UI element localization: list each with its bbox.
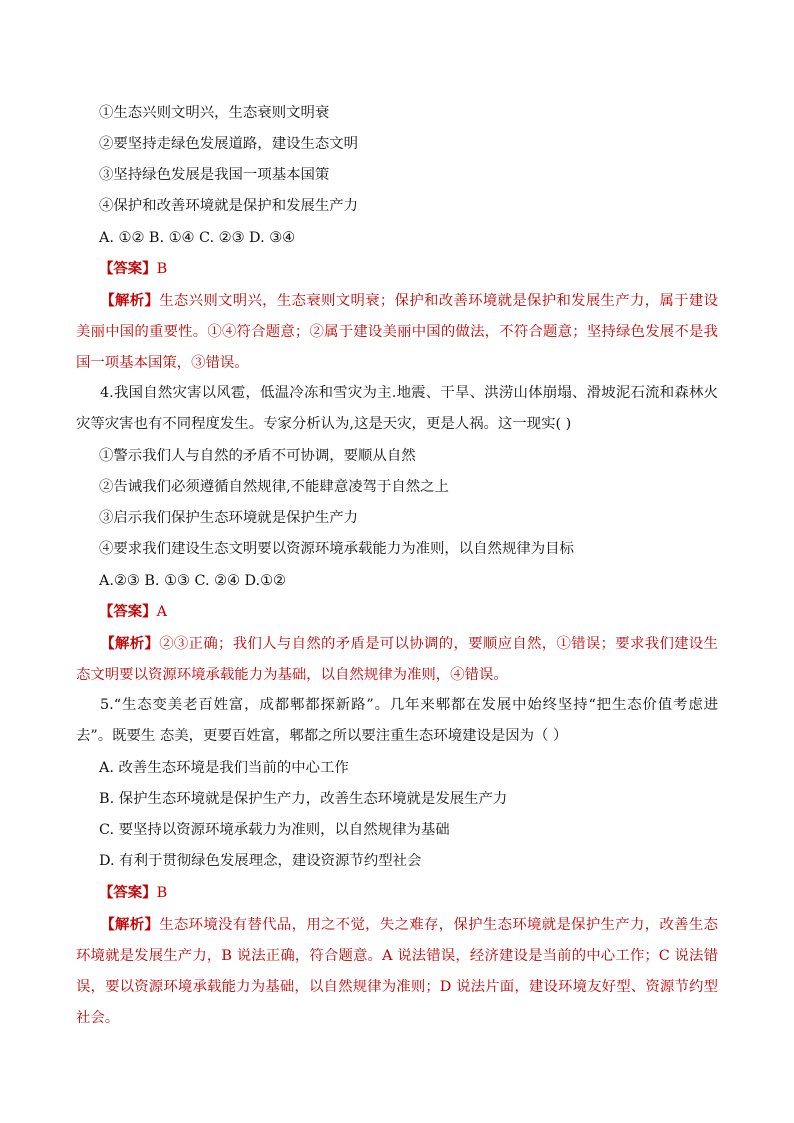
q5-option-a: A. 改善生态环境是我们当前的中心工作 [99, 760, 349, 776]
analysis-tag: 【解析】 [100, 916, 160, 933]
q4-analysis [76, 628, 718, 691]
q4-option-2: ②告诫我们必须遵循自然规律,不能肆意凌驾于自然之上 [99, 479, 449, 495]
q5-stem-text: 5.“生态变美老百姓富，成都郫都探新路”。几年来郫都在发展中始终坚持“把生态价值考虑进去”。既要生 态美，更要百姓富，郫都之所以要注重生态环境建设是因为（ ） [76, 697, 718, 744]
answer-tag: 【答案】 [99, 884, 157, 901]
analysis-text: 生态环境没有替代品，用之不觉，失之难存，保护生态环境就是保护生产力，改善生态环境就是发展生产力，B 说法正确，符合题意。A 说法错误，经济建设是当前的中心工作；C 说法错误，要以资源环境承载能力为基础，以自然规律为准则；D 说法片面，建设环境友好型、资源节约型社会。 [76, 917, 718, 1026]
q5-option-b: B. 保护生态环境就是保护生产力，改善生态环境就是发展生产力 [99, 791, 508, 807]
analysis-text: ②③正确；我们人与自然的矛盾是可以协调的，要顺应自然，①错误；要求我们建设生态文明要以资源环境承载能力为基础，以自然规律为准则，④错误。 [76, 636, 718, 683]
q4-stem-text: 4.我国自然灾害以风雹，低温冷冻和雪灾为主.地震、干旱、洪涝山体崩塌、滑坡泥石流和森林火灾等灾害也有不同程度发生。专家分析认为,这是天灾，更是人祸。这一现实( ) [76, 385, 718, 432]
q3-option-1: ①生态兴则文明兴，生态衰则文明衰 [99, 105, 330, 121]
q3-choices: A. ①② B. ①④ C. ②③ D. ③④ [99, 230, 296, 246]
answer-value: B [156, 885, 168, 901]
q4-stem [76, 378, 718, 440]
q5-analysis [76, 909, 718, 1034]
q3-option-3: ③坚持绿色发展是我国一项基本国策 [99, 167, 330, 183]
analysis-tag: 【解析】 [100, 635, 160, 652]
q4-option-1: ①警示我们人与自然的矛盾不可协调，要顺从自然 [99, 448, 416, 464]
q3-answer [99, 259, 167, 279]
q4-option-3: ③启示我们保护生态环境就是保护生产力 [99, 510, 359, 526]
answer-value: A [156, 604, 167, 620]
q3-analysis [76, 285, 718, 379]
q5-stem [76, 690, 718, 752]
analysis-text: 生态兴则文明兴，生态衰则文明衰；保护和改善环境就是保护和发展生产力，属于建设美丽中国的重要性。①④符合题意；②属于建设美丽中国的做法，不符合题意；坚持绿色发展不是我国一项基本国策，③错误。 [76, 293, 718, 371]
q3-option-2: ②要坚持走绿色发展道路，建设生态文明 [99, 136, 359, 152]
analysis-tag: 【解析】 [100, 292, 160, 309]
q4-choices: A.②③ B. ①③ C. ②④ D.①② [99, 573, 286, 589]
answer-tag: 【答案】 [99, 260, 157, 277]
q3-option-4: ④保护和改善环境就是保护和发展生产力 [99, 198, 359, 214]
q5-option-c: C. 要坚持以资源环境承载力为准则，以自然规律为基础 [99, 822, 450, 838]
answer-value: B [156, 261, 168, 277]
answer-tag: 【答案】 [99, 603, 157, 620]
q4-option-4: ④要求我们建设生态文明要以资源环境承载能力为准则，以自然规律为目标 [99, 541, 574, 557]
q5-answer [99, 883, 167, 903]
q5-option-d: D. 有利于贯彻绿色发展理念，建设资源节约型社会 [99, 853, 422, 869]
q4-answer [99, 602, 167, 622]
